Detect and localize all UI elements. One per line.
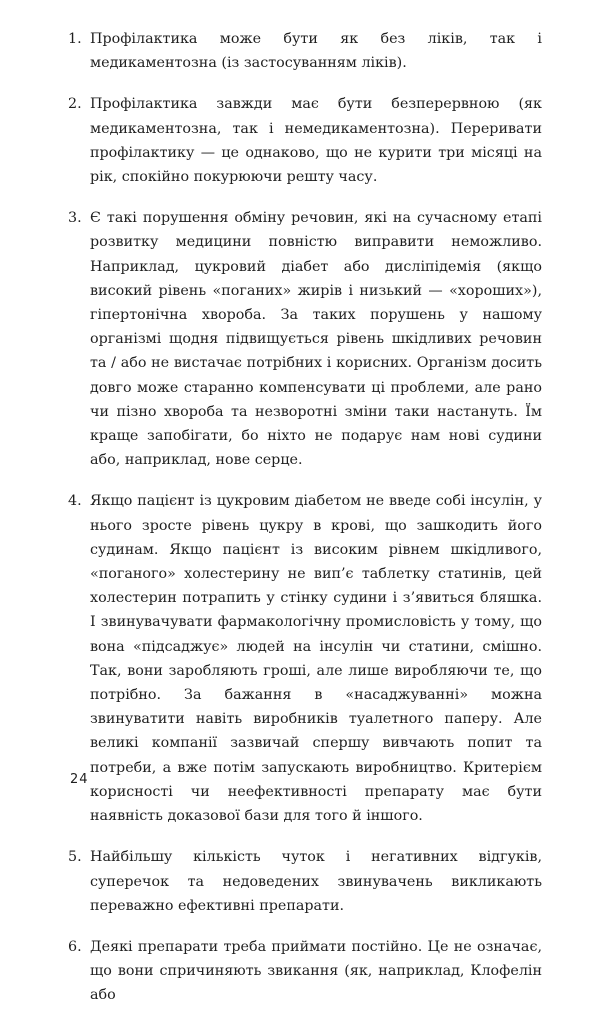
- list-item-number: 3.: [68, 210, 82, 227]
- list-item-text: Профілактика може бути як без ліків, так і медикаментозна (із застосуванням ліків).: [90, 31, 542, 72]
- list-item-number: 5.: [68, 849, 82, 866]
- list-item-text: Якщо пацієнт із цукровим діабетом не введе собі інсулін, у нього зросте рівень цукру в крові, що зашкодить його судинам. Якщо пацієнт із високим рівнем шкідливого, «поганого» холестерину не вип’є таблетку статинів, цей холестерин потрапить у стінку судини і з’явиться бляшка. І звинувачувати фармакологічну промисловість у тому, що вона «підсаджує» людей на інсулін чи статини, смішно. Так, вони заробляють гроші, але лише виробляючи те, що потрібно. За бажання в «насаджуванні» можна звинуватити навіть виробників туалетного паперу. Але великі компанії зазвичай спершу вивчають попит та потреби, а вже потім запускають виробництво. Критерієм корисності чи неефективності препарату має бути наявність доказової бази для того й іншого.: [90, 493, 542, 825]
- page-number: 24: [70, 772, 89, 787]
- list-item: [68, 935, 542, 1008]
- list-item-number: 4.: [68, 493, 82, 510]
- list-item: [68, 27, 542, 75]
- list-item: [68, 92, 542, 189]
- list-item: [68, 845, 542, 918]
- list-item-number: 1.: [68, 31, 82, 47]
- list-item: [68, 206, 542, 472]
- list-item-number: 6.: [68, 938, 82, 955]
- list-item-number: 2.: [68, 96, 82, 113]
- list-item-text: Профілактика завжди має бути безперервною (як медикаментозна, так і немедикаментозна). Переривати профілактику — це однаково, що не курити три місяці на рік, спокійно покурюючи решту часу.: [90, 96, 542, 186]
- numbered-list: [68, 27, 542, 1025]
- list-item: [68, 489, 542, 828]
- list-item-text: Деякі препарати треба приймати постійно. Це не означає, що вони спричиняють звикання (як, наприклад, Клофелін або: [90, 938, 542, 1004]
- list-item-text: Є такі порушення обміну речовин, які на сучасному етапі розвитку медицини повністю виправити неможливо. Наприклад, цукровий діабет або дисліпідемія (якщо високий рівень «поганих» жирів і низький — «хороших»), гіпертонічна хвороба. За таких порушень у нашому організмі щодня підвищується рівень шкідливих речовин та / або не вистачає потрібних і корисних. Організм досить довго може старанно компенсувати ці проблеми, але рано чи пізно хвороба та незворотні зміни таки настануть. Їм краще запобігати, бо ніхто не подарує нам нові судини або, наприклад, нове серце.: [90, 210, 542, 469]
- list-item-text: Найбільшу кількість чуток і негативних відгуків, суперечок та недоведених звинувачень викликають переважно ефективні препарати.: [90, 849, 542, 914]
